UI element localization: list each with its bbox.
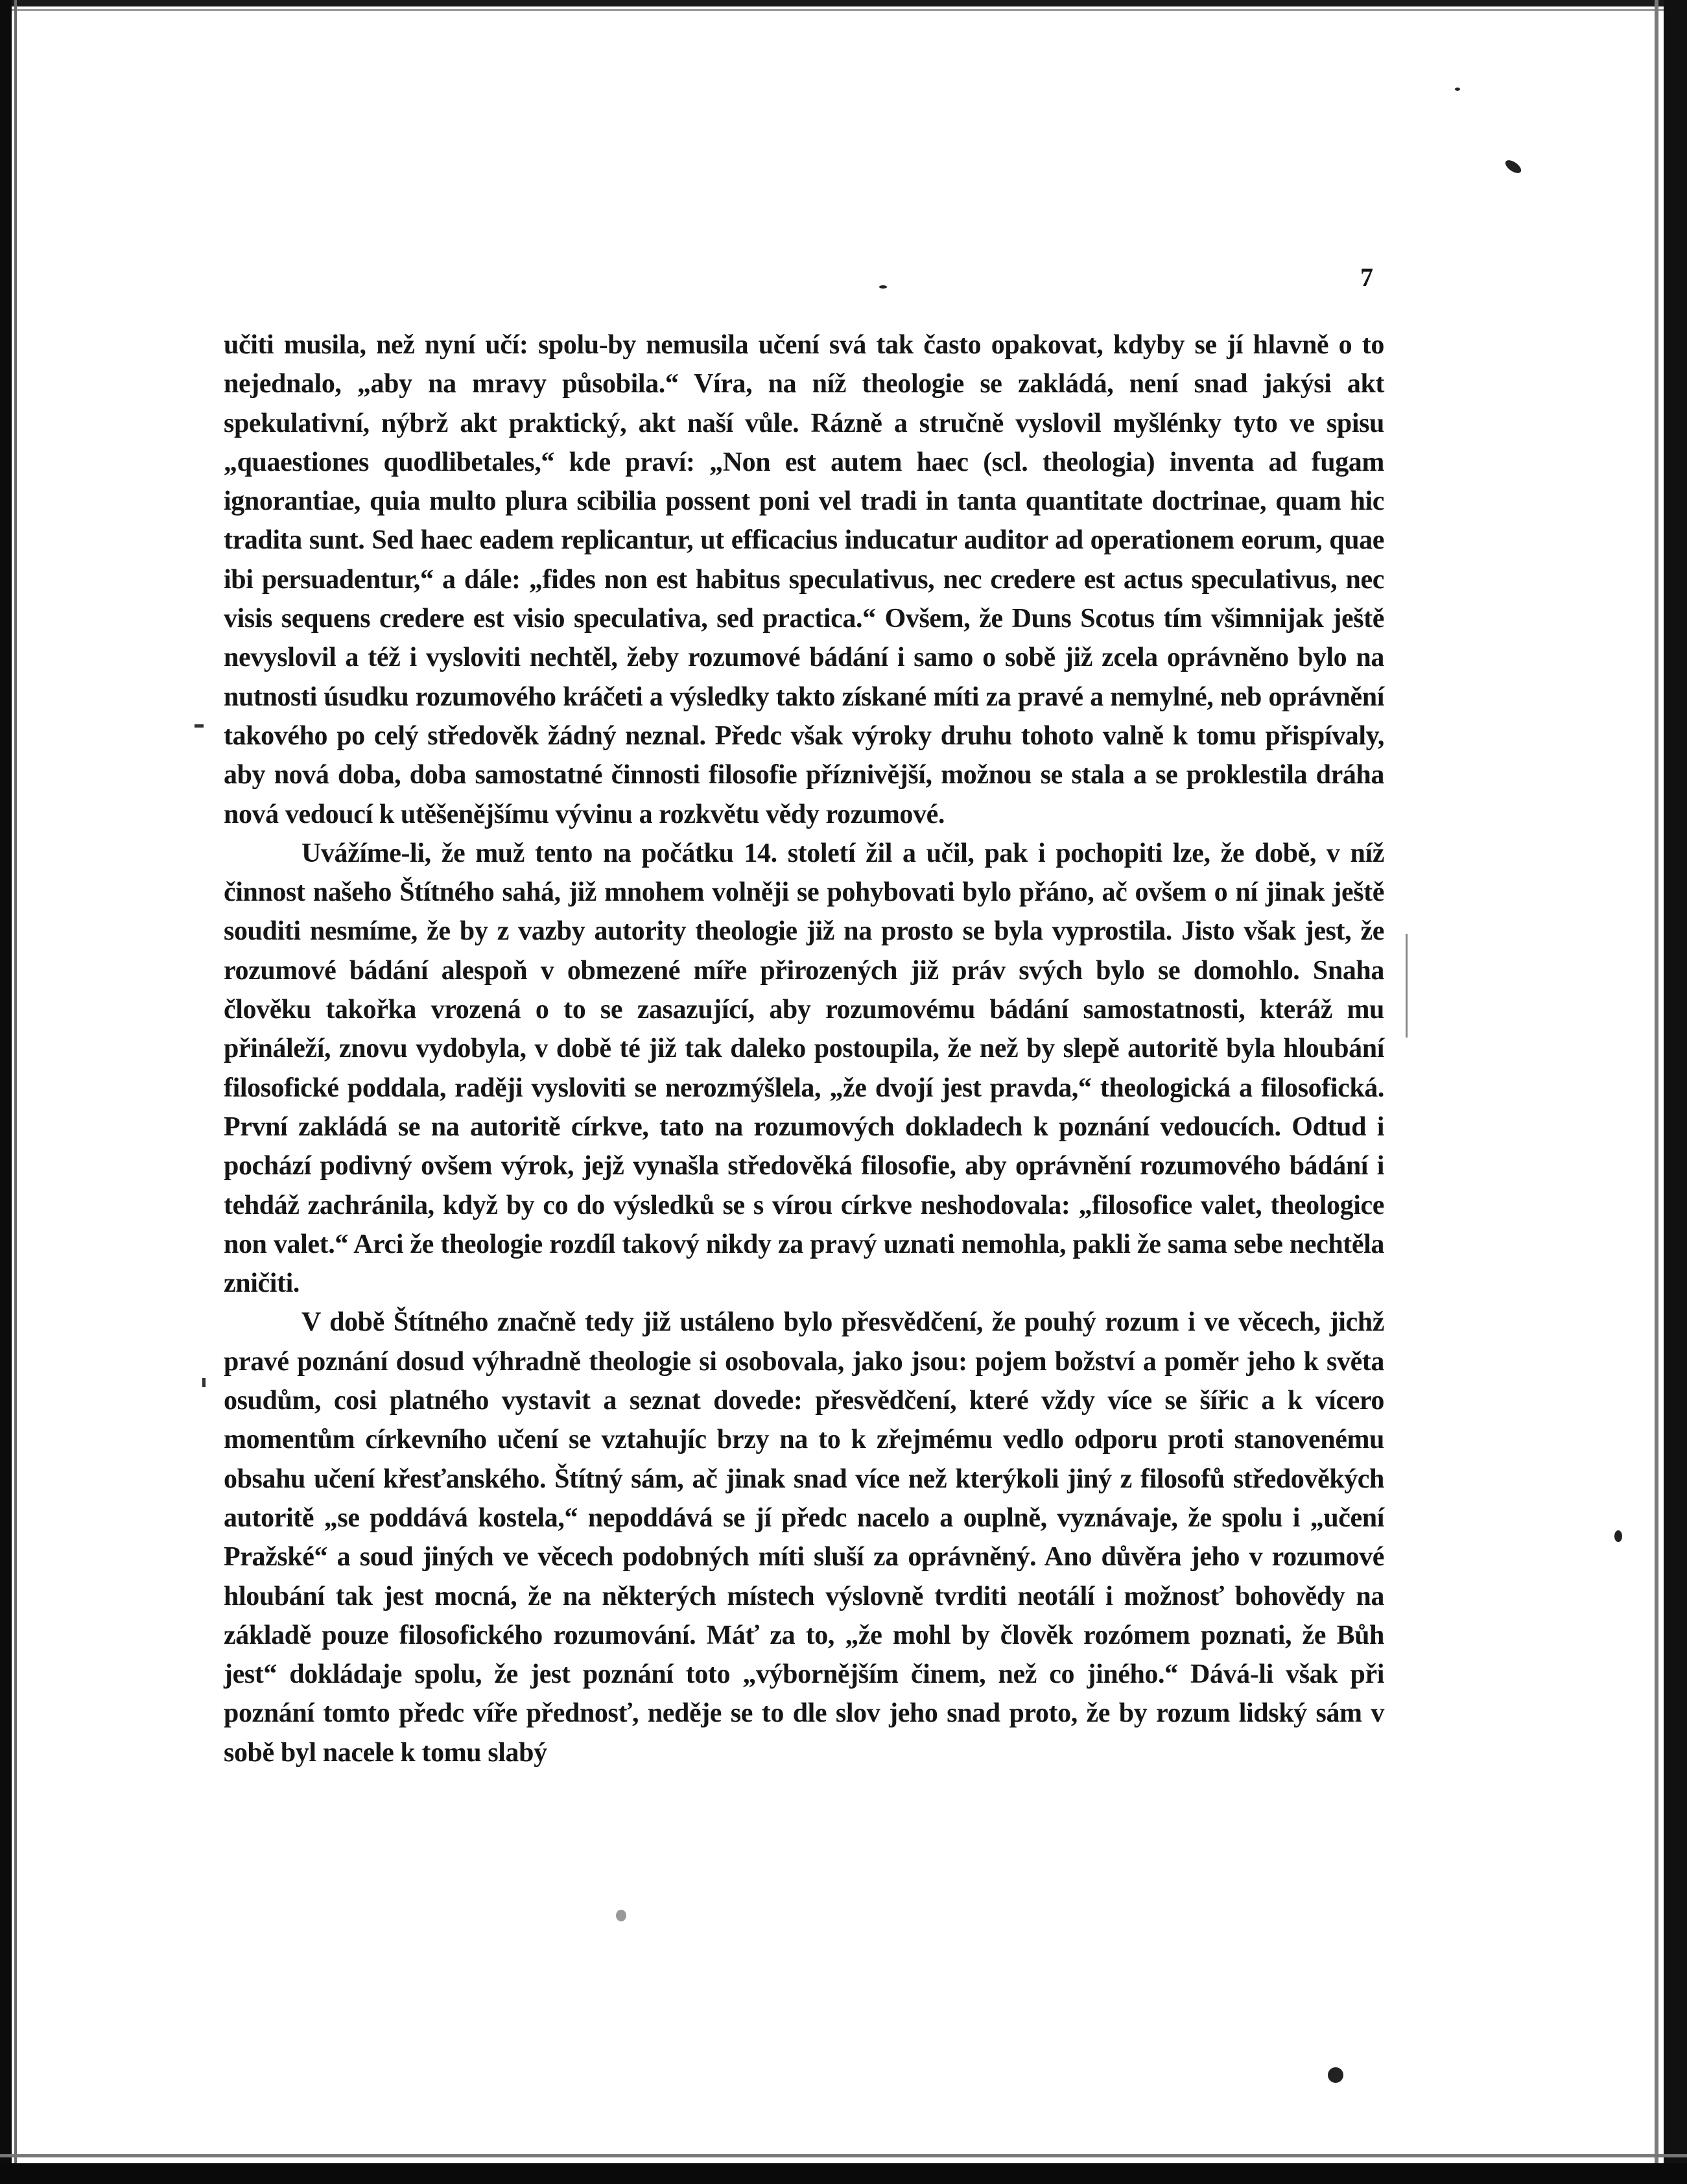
scan-speck: [879, 285, 887, 289]
scan-edge-right-shadow: [1655, 0, 1658, 2184]
scan-speck: [1328, 2067, 1343, 2083]
scan-edge-left-shadow: [14, 0, 17, 2184]
margin-rule: [1406, 934, 1408, 1038]
margin-mark: [195, 724, 204, 728]
paragraph: Uvážíme-li, že muž tento na počátku 14. století žil a učil, pak i pochopiti lze, že době, v níž činnost našeho Štítného sahá, již mnohem volněji se pohybovati bylo přáno, ač ovšem o ní jinak ještě souditi nesmíme, že by z vazby autority theologie již na prosto se byla vyprostila. Jisto však jest, že rozumové bádání alespoň v obmezené míře přirozených již práv svých bylo se domohlo. Snaha člověku takořka vrozená o to se zasazující, aby rozumovému bádání samostatnosti, kteráž mu přináleží, znovu vydobyla, v době té již tak daleko postoupila, že než by slepě autoritě byla hloubání filosofické poddala, raději vysloviti se nerozmýšlela, „že dvojí jest pravda,“ theologická a filosofická. První zakládá se na autoritě církve, tato na rozumových dokladech k poznání vedoucích. Odtud i pochází podivný ovšem výrok, jejž vynašla středověká filosofie, aby oprávnění rozumového bádání i tehdáž zachránila, když by co do výsledků se s vírou církve neshodovala: „filosofice valet, theologice non valet.“ Arci že theologie rozdíl takový nikdy za pravý uznati nemohla, pakli že sama sebe nechtěla zničiti.: [224, 838, 1384, 1299]
scan-speck: [1455, 88, 1460, 91]
page-number: 7: [1360, 263, 1373, 292]
scan-edge-bottom: [0, 2163, 1687, 2184]
scan-edge-top-shadow: [0, 9, 1687, 11]
scan-edge-right: [1664, 0, 1687, 2184]
scan-speck: [1614, 1530, 1622, 1542]
body-text: [224, 326, 1384, 1772]
scan-speck: [1504, 158, 1524, 176]
scan-speck: [616, 1910, 626, 1921]
scan-edge-left: [0, 0, 12, 2184]
margin-mark: [202, 1378, 206, 1387]
paragraph: učiti musila, než nyní učí: spolu-by nemusila učení svá tak často opakovat, kdyby se jí hlavně o to nejednalo, „aby na mravy působila.“ Víra, na níž theologie se zakládá, není snad jakýsi akt spekulativní, nýbrž akt praktický, akt naší vůle. Rázně a stručně vyslovil myšlénky tyto ve spisu „quaestiones quodlibetales,“ kde praví: „Non est autem haec (scl. theologia) inventa ad fugam ignorantiae, quia multo plura scibilia possent poni vel tradi in tanta quantitate doctrinae, quam hic tradita sunt. Sed haec eadem replicantur, ut efficacius inducatur auditor ad operationem eorum, quae ibi persuadentur,“ a dále: „fides non est habitus speculativus, nec credere est actus speculativus, nec visis sequens credere est visio speculativa, sed practica.“ Ovšem, že Duns Scotus tím všimnijak ještě nevyslovil a též i vysloviti nechtěl, žeby rozumové bádání i samo o sobě již zcela oprávněno bylo na nutnosti úsudku rozumového kráčeti a výsledky takto získané míti za pravé a nemylné, neb oprávnění takového po celý středověk žádný neznal. Předc však výroky druhu tohoto valně k tomu přispívaly, aby nová doba, doba samostatné činnosti filosofie příznivější, možnou se stala a se proklestila dráha nová vedoucí k utěšenějšímu vývinu a rozkvětu vědy rozumové.: [224, 330, 1384, 829]
scan-edge-top: [0, 0, 1687, 6]
scan-edge-bottom-shadow: [0, 2154, 1687, 2157]
paragraph: V době Štítného značně tedy již ustáleno bylo přesvědčení, že pouhý rozum i ve věcech, jichž pravé poznání dosud výhradně theologie si osobovala, jako jsou: pojem božství a poměr jeho k světa osudům, cosi platného vystavit a seznat dovede: přesvědčení, které vždy více se šířic a k vícero momentům církevního učení se vztahujíc brzy na to k zřejmému vedlo odporu proti stanovenému obsahu učení křesťanského. Štítný sám, ač jinak snad více než kterýkoli jiný z filosofů středověkých autoritě „se poddává kostela,“ nepoddává se jí předc nacelo a ouplně, vyznávaje, že spolu i „učení Pražské“ a soud jiných ve věcech podobných míti sluší za oprávněný. Ano důvěra jeho v rozumové hloubání tak jest mocná, že na některých místech výslovně tvrditi neotálí i možnosť bohovědy na základě pouze filosofického rozumování. Máť za to, „že mohl by člověk rozómem poznati, že Bůh jest“ dokládaje spolu, že jest poznání toto „výbornějším činem, než co jiného.“ Dává-li však při poznání tomto předc víře přednosť, neděje se to dle slov jeho snad proto, že by rozum lidský sám v sobě byl nacele k tomu slabý: [224, 1307, 1384, 1768]
